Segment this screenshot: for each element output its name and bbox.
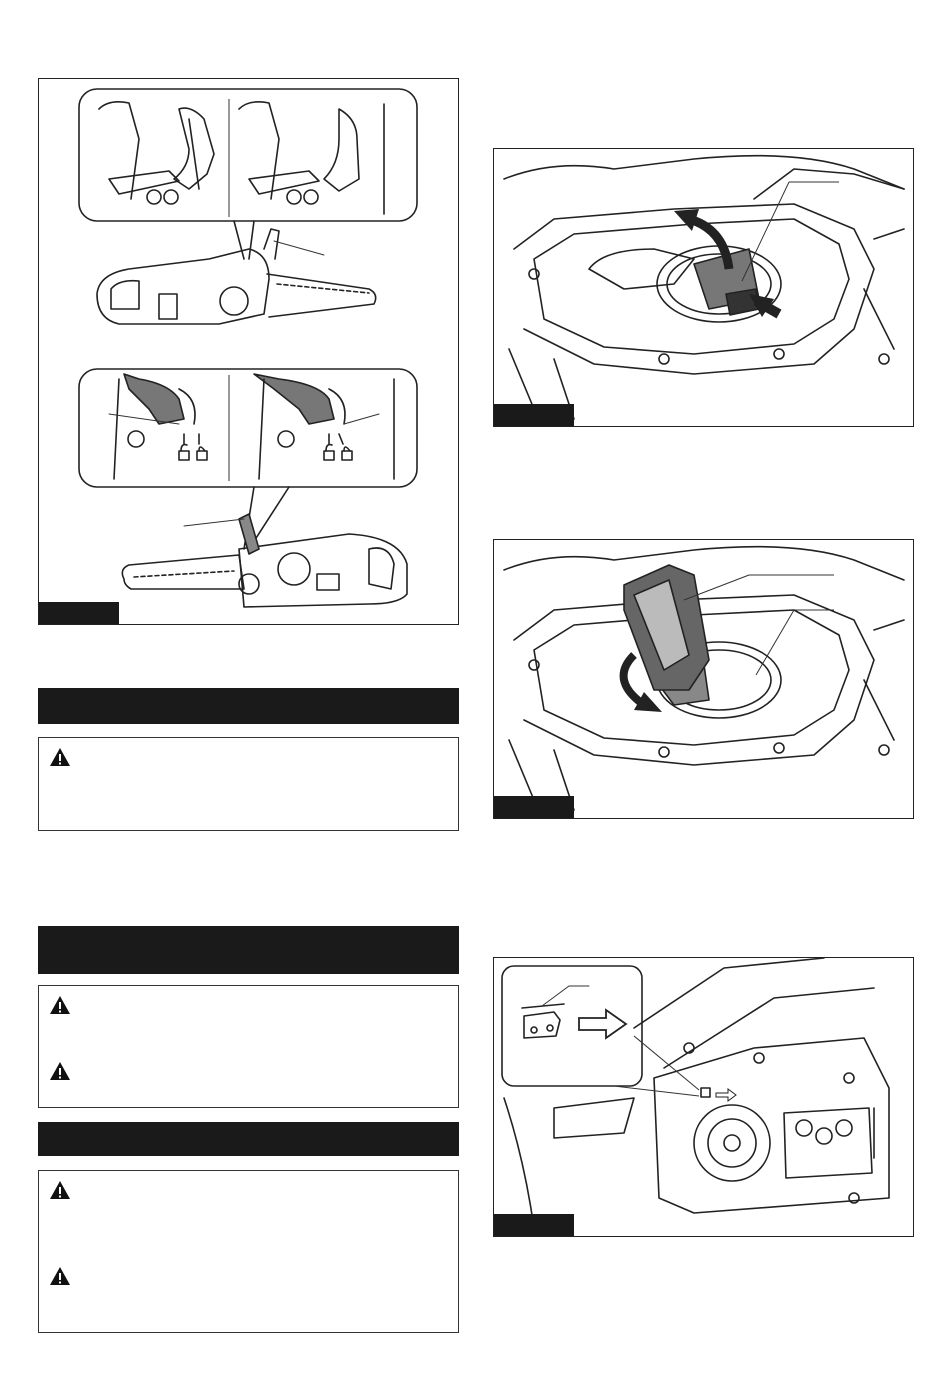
figure-number-tab	[494, 404, 574, 426]
figure-number-tab	[494, 1214, 574, 1236]
section-header-bar-1	[38, 688, 459, 724]
figure-4-drawing	[494, 958, 914, 1237]
figure-number-tab	[39, 602, 119, 624]
warning-box-3	[38, 1170, 459, 1333]
section-header-bar-2	[38, 926, 459, 974]
lock-sketch-right	[254, 374, 394, 479]
lock-sketch-left	[109, 374, 199, 479]
warning-icon	[49, 995, 71, 1015]
warning-box-2	[38, 985, 459, 1108]
chainsaw-bottom	[122, 514, 407, 607]
warning-icon	[49, 1180, 71, 1200]
section-header-bar-3	[38, 1122, 459, 1156]
brake-handle-sketch-right	[239, 102, 384, 214]
figure-1	[38, 78, 459, 625]
figure-2	[493, 148, 914, 427]
unlock-icon	[179, 445, 189, 460]
figure-number-tab	[494, 796, 574, 818]
curved-arrow-icon	[624, 655, 644, 705]
lock-icon	[197, 447, 207, 460]
figure-1-drawing	[39, 79, 459, 625]
figure-3	[493, 539, 914, 819]
figure-4	[493, 957, 914, 1237]
figure-2-drawing	[494, 149, 914, 427]
warning-icon	[49, 1266, 71, 1286]
figure-3-drawing	[494, 540, 914, 819]
warning-icon	[49, 747, 71, 767]
chainsaw-top	[97, 229, 376, 324]
brake-handle-sketch-left	[99, 102, 214, 204]
warning-icon	[49, 1061, 71, 1081]
arrow-right-icon	[579, 1010, 626, 1038]
warning-box-1	[38, 737, 459, 831]
